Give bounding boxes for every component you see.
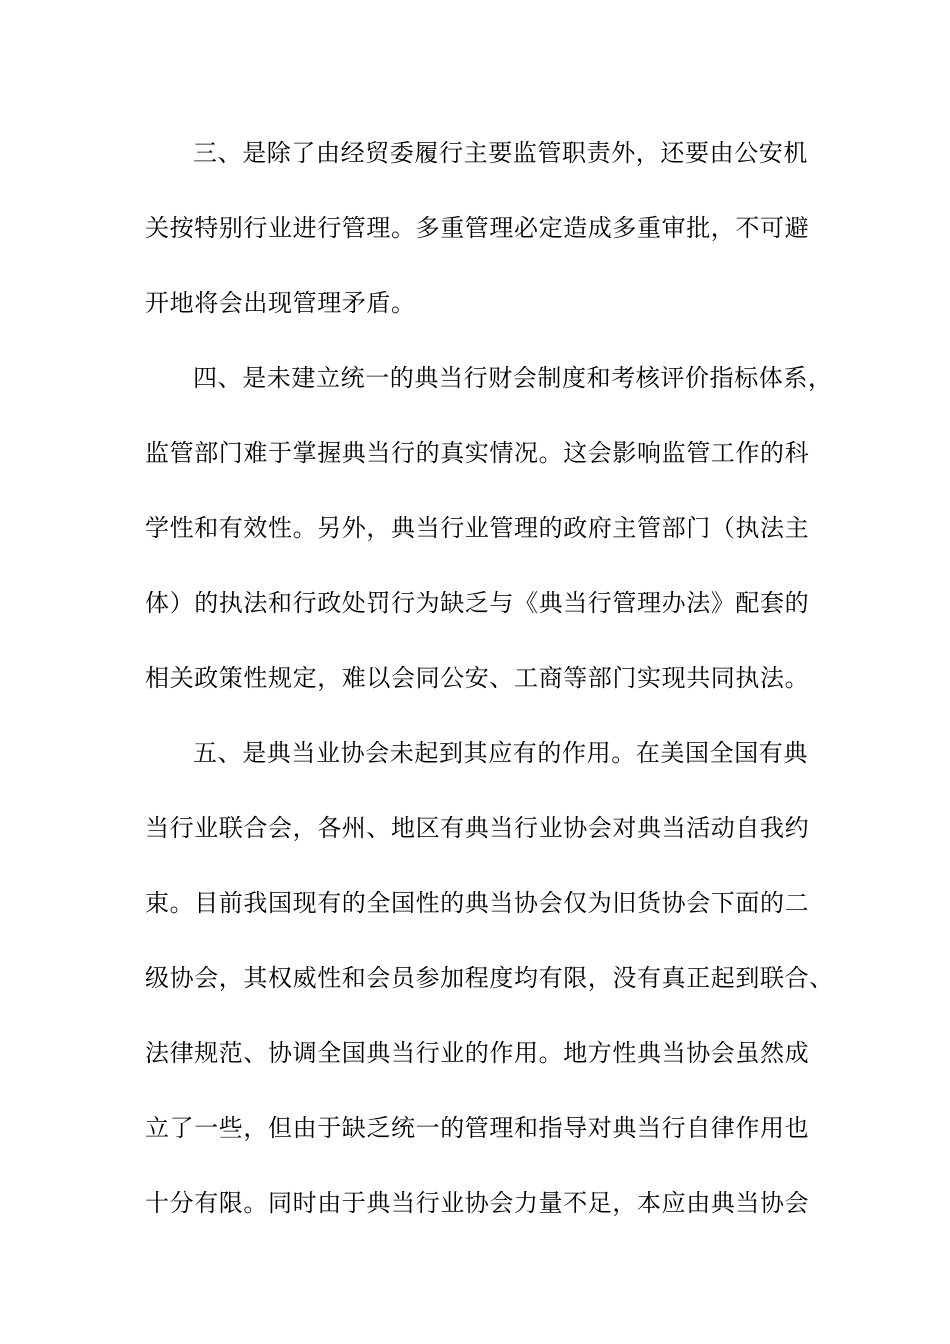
paragraph-5-line-4: 级协会，其权威性和会员参加程度均有限，没有真正起到联合、 (145, 964, 834, 992)
paragraph-5-line-3: 束。目前我国现有的全国性的典当协会仅为旧货协会下面的二 (145, 889, 810, 917)
paragraph-3-line-2: 关按特别行业进行管理。多重管理必定造成多重审批，不可避 (145, 214, 810, 242)
paragraph-5-line-2: 当行业联合会，各州、地区有典当行业协会对典当活动自我约 (145, 814, 810, 842)
document-body (145, 128, 834, 1253)
paragraph-3-line-3: 开地将会出现管理矛盾。 (145, 289, 416, 317)
paragraph-4-line-1: 四、是未建立统一的典当行财会制度和考核评价指标体系， (193, 364, 833, 392)
paragraph-4-line-5: 相关政策性规定，难以会同公安、工商等部门实现共同执法。 (145, 664, 810, 692)
paragraph-5-line-7: 十分有限。同时由于典当行业协会力量不足，本应由典当协会 (145, 1189, 810, 1217)
paragraph-4-line-2: 监管部门难于掌握典当行的真实情况。这会影响监管工作的科 (145, 439, 810, 467)
paragraph-5-line-1: 五、是典当业协会未起到其应有的作用。在美国全国有典 (193, 739, 808, 767)
paragraph-3-line-1: 三、是除了由经贸委履行主要监管职责外，还要由公安机 (193, 139, 808, 167)
paragraph-4-line-3: 学性和有效性。另外，典当行业管理的政府主管部门（执法主 (145, 514, 810, 542)
paragraph-5-line-6: 立了一些，但由于缺乏统一的管理和指导对典当行自律作用也 (145, 1114, 810, 1142)
paragraph-4-line-4: 体）的执法和行政处罚行为缺乏与《典当行管理办法》配套的 (145, 589, 810, 617)
paragraph-5-line-5: 法律规范、协调全国典当行业的作用。地方性典当协会虽然成 (145, 1039, 810, 1067)
